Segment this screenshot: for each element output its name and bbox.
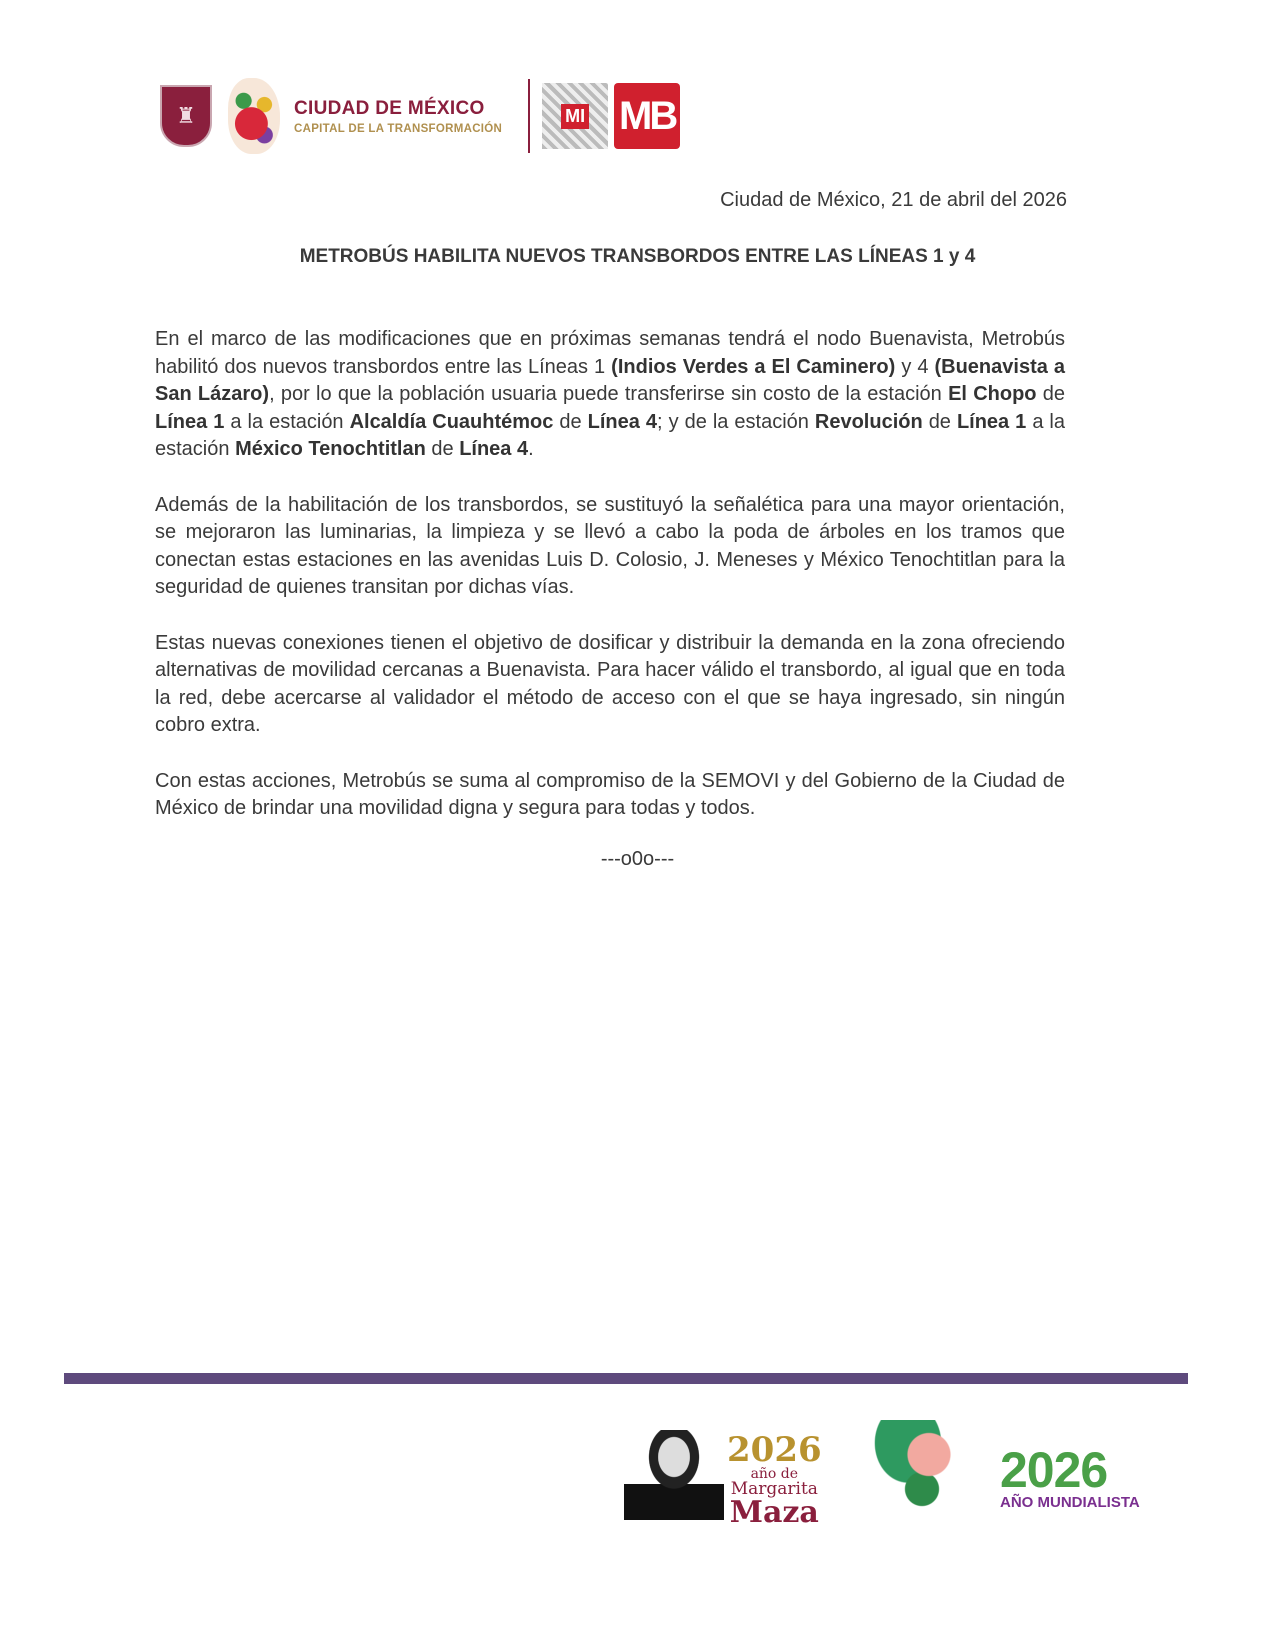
text: de: [922, 410, 957, 433]
text: Además de la habilitación de los transbordos, se sustituyó la señalética para una mayor orientación, se mejoraron las luminarias, la limpieza y se llevó a cabo la poda de árboles en los tramos que conectan estas estaciones en las avenidas Luis D. Colosio, J. Meneses y México Tenochtitlan para la seguridad de quienes transitan por dichas vías.: [155, 493, 1065, 599]
cdmx-heart-emblem: [228, 78, 280, 154]
text: y 4: [895, 355, 935, 378]
cdmx-wordmark: [294, 98, 502, 135]
maza-line1: año de: [750, 1466, 799, 1482]
maza-line3: Maza: [729, 1495, 819, 1530]
cdmx-name: CIUDAD DE MÉXICO: [294, 97, 485, 119]
bold-text: Línea 4: [587, 410, 658, 433]
text: a la estación: [224, 410, 350, 433]
axolotl-mascot: [845, 1420, 985, 1535]
bold-text: Línea 1: [956, 410, 1027, 433]
document-body: [155, 326, 1065, 850]
bold-text: Línea 1: [155, 410, 225, 433]
text: de: [425, 438, 460, 461]
end-mark: ---o0o---: [600, 848, 675, 870]
cdmx-shield-logo: ♜: [160, 85, 212, 147]
text: .: [528, 438, 534, 461]
bold-text: (Buenavista a San Lázaro): [155, 355, 1065, 406]
bold-text: Línea 4: [459, 438, 529, 461]
text: Estas nuevas conexiones tienen el objetivo de dosificar y distribuir la demanda en la zona ofreciendo alternativas de movilidad cercanas a Buenavista. Para hacer válido el transbordo, al igual que en toda la red, debe acercarse al validador el método de acceso con el que se haya ingresado, sin ningún cobro extra.: [155, 631, 1065, 737]
paragraph: [155, 630, 1065, 740]
maza-line2: Margarita: [730, 1479, 818, 1499]
paragraph: [155, 326, 1065, 464]
mi-logo: [542, 83, 608, 149]
world-cup-logo: [1000, 1442, 1140, 1511]
bold-text: Alcaldía Cuauhtémoc: [349, 410, 554, 433]
text: ; y de la estación: [657, 410, 815, 433]
cdmx-slogan: CAPITAL DE LA TRANSFORMACIÓN: [294, 122, 503, 135]
metrobus-logo: MB: [614, 83, 680, 149]
paragraph: [155, 768, 1065, 823]
paragraph: [155, 492, 1065, 602]
text: de: [1036, 383, 1066, 406]
text: de: [553, 410, 588, 433]
text: En el marco de las modificaciones que en próximas semanas tendrá el nodo Buenavista, Metrobús habilitó dos nuevos transbordos entre las Líneas 1: [155, 328, 1065, 378]
bold-text: Revolución: [814, 410, 923, 433]
document-date: Ciudad de México, 21 de abril del 2026: [720, 189, 1067, 211]
bold-text: México Tenochtitlan: [235, 438, 426, 461]
maza-year: 2026: [727, 1430, 822, 1470]
letterhead: [160, 76, 680, 156]
page-title: METROBÚS HABILITA NUEVOS TRANSBORDOS ENTRE LAS LÍNEAS 1 y 4: [299, 246, 976, 267]
bold-text: El Chopo: [948, 383, 1037, 406]
mi-logo-text: MI: [561, 104, 589, 129]
logo-divider: [528, 79, 530, 153]
bold-text: (Indios Verdes a El Caminero): [611, 355, 896, 378]
text: Con estas acciones, Metrobús se suma al compromiso de la SEMOVI y del Gobierno de la Ciudad de México de brindar una movilidad digna y segura para todas y todos.: [155, 769, 1065, 820]
margarita-maza-portrait: [624, 1430, 724, 1520]
wc-year: 2026: [1000, 1442, 1108, 1498]
text: a la estación: [155, 410, 1066, 461]
margarita-maza-logo: [727, 1430, 822, 1530]
footer-divider: [64, 1373, 1188, 1384]
text: , por lo que la población usuaria puede transferirse sin costo de la estación: [269, 383, 949, 406]
wc-label: AÑO MUNDIALISTA: [1000, 1494, 1140, 1511]
